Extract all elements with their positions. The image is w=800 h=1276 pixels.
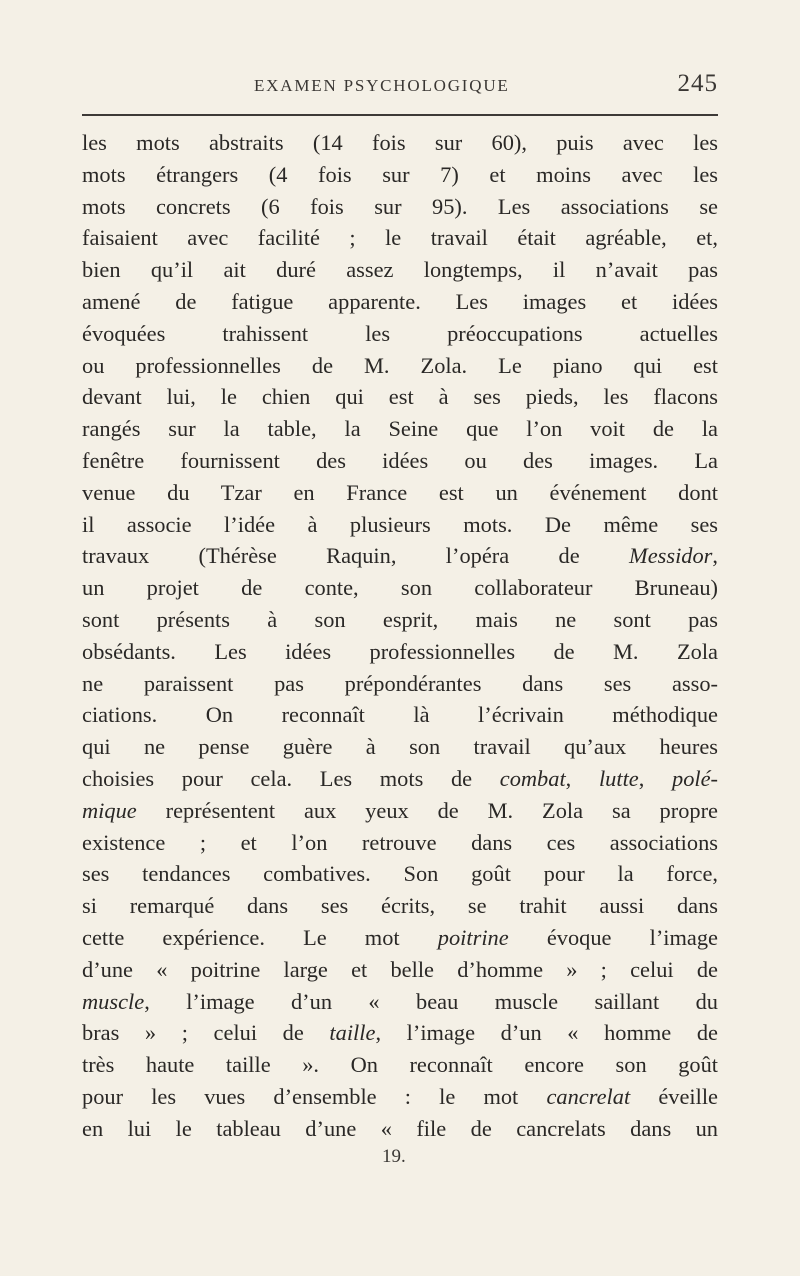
text-run: d’une « poitrine large et belle d’homme » ; celui de bbox=[82, 956, 718, 982]
text-run: , bbox=[565, 765, 599, 791]
italic-word: combat bbox=[499, 765, 566, 791]
text-line bbox=[82, 318, 718, 350]
text-run: les mots abstraits (14 fois sur 60), puis avec les bbox=[82, 130, 718, 155]
text-line bbox=[82, 286, 718, 318]
text-line bbox=[82, 827, 718, 859]
text-line bbox=[82, 254, 718, 286]
text-line bbox=[82, 572, 718, 604]
italic-word: mique bbox=[82, 797, 137, 823]
text-line bbox=[82, 159, 718, 191]
text-run: bien qu’il ait duré assez longtemps, il n’avait pas bbox=[82, 257, 718, 283]
text-run: devant lui, le chien qui est à ses pieds, les flacons bbox=[82, 384, 718, 410]
text-run: choisies pour cela. Les mots de bbox=[82, 765, 500, 791]
italic-word: taille bbox=[329, 1020, 376, 1046]
text-run: , l’image d’un « beau muscle saillant du bbox=[144, 988, 718, 1014]
text-run: évoquées trahissent les préoccupations actuelles bbox=[82, 320, 718, 346]
body-text bbox=[82, 127, 718, 1145]
text-run: existence ; et l’on retrouve dans ces associations bbox=[82, 829, 718, 855]
text-run: obsédants. Les idées professionnelles de M. Zola bbox=[82, 638, 718, 664]
text-line bbox=[82, 222, 718, 254]
text-run: faisaient avec facilité ; le travail était agréable, et, bbox=[82, 225, 718, 251]
text-line bbox=[82, 1081, 718, 1113]
text-line bbox=[82, 636, 718, 668]
page-number: 245 bbox=[677, 70, 718, 97]
text-run: cette expérience. Le mot bbox=[82, 924, 438, 950]
text-line bbox=[82, 127, 718, 159]
text-line bbox=[82, 954, 718, 986]
text-run: mots étrangers (4 fois sur 7) et moins avec les bbox=[82, 161, 718, 187]
text-line bbox=[82, 350, 718, 382]
italic-word: lutte bbox=[598, 765, 639, 791]
text-run: venue du Tzar en France est un événement dont bbox=[82, 479, 718, 505]
text-run: fenêtre fournissent des idées ou des images. La bbox=[82, 447, 718, 473]
italic-word: Messidor bbox=[629, 543, 713, 569]
text-line bbox=[82, 795, 718, 827]
text-run: , bbox=[638, 765, 672, 791]
running-head bbox=[82, 70, 718, 120]
text-run: amené de fatigue apparente. Les images et idées bbox=[82, 288, 718, 314]
italic-word: cancrelat bbox=[546, 1083, 631, 1109]
text-line bbox=[82, 668, 718, 700]
text-line bbox=[82, 1113, 718, 1145]
text-run: un projet de conte, son collaborateur Bruneau) bbox=[82, 575, 718, 601]
text-line bbox=[82, 922, 718, 954]
text-run: en lui le tableau d’une « file de cancrelats dans un bbox=[82, 1115, 718, 1141]
text-run: mots concrets (6 fois sur 95). Les associations se bbox=[82, 193, 718, 219]
text-line bbox=[82, 1049, 718, 1081]
text-line bbox=[82, 763, 718, 795]
text-run: il associe l’idée à plusieurs mots. De même ses bbox=[82, 511, 718, 537]
text-line bbox=[82, 731, 718, 763]
signature-mark: 19. bbox=[382, 1146, 406, 1167]
text-run: ciations. On reconnaît là l’écrivain méthodique bbox=[82, 702, 718, 728]
header-rule bbox=[82, 114, 718, 116]
text-run: éveille bbox=[630, 1083, 718, 1109]
text-run: pour les vues d’ensemble : le mot bbox=[82, 1083, 547, 1109]
text-line bbox=[82, 699, 718, 731]
text-line bbox=[82, 890, 718, 922]
text-run: bras » ; celui de bbox=[82, 1020, 330, 1046]
text-line bbox=[82, 540, 718, 572]
text-run: représentent aux yeux de M. Zola sa propre bbox=[136, 797, 718, 823]
text-line bbox=[82, 445, 718, 477]
text-run: si remarqué dans ses écrits, se trahit aussi dans bbox=[82, 893, 718, 919]
running-title: EXAMEN PSYCHOLOGIQUE bbox=[254, 76, 510, 95]
text-run: , bbox=[712, 543, 718, 569]
text-line bbox=[82, 509, 718, 541]
text-line bbox=[82, 604, 718, 636]
text-line bbox=[82, 191, 718, 223]
text-run: très haute taille ». On reconnaît encore son goût bbox=[82, 1052, 718, 1078]
text-run: travaux (Thérèse Raquin, l’opéra de bbox=[82, 543, 630, 569]
text-run: qui ne pense guère à son travail qu’aux heures bbox=[82, 734, 718, 760]
text-line bbox=[82, 1017, 718, 1049]
italic-word: polé- bbox=[672, 765, 719, 791]
text-run: , l’image d’un « homme de bbox=[375, 1020, 718, 1046]
text-run: évoque l’image bbox=[508, 924, 718, 950]
text-run: sont présents à son esprit, mais ne sont pas bbox=[82, 606, 718, 632]
text-line bbox=[82, 986, 718, 1018]
text-run: ou professionnelles de M. Zola. Le piano qui est bbox=[82, 352, 718, 378]
italic-word: muscle bbox=[82, 988, 145, 1014]
text-line bbox=[82, 477, 718, 509]
text-line bbox=[82, 413, 718, 445]
text-line bbox=[82, 381, 718, 413]
italic-word: poitrine bbox=[437, 924, 509, 950]
text-line bbox=[82, 858, 718, 890]
text-run: ne paraissent pas prépondérantes dans ses asso- bbox=[82, 670, 718, 696]
text-run: rangés sur la table, la Seine que l’on voit de la bbox=[82, 416, 718, 442]
text-run: ses tendances combatives. Son goût pour la force, bbox=[82, 861, 718, 887]
